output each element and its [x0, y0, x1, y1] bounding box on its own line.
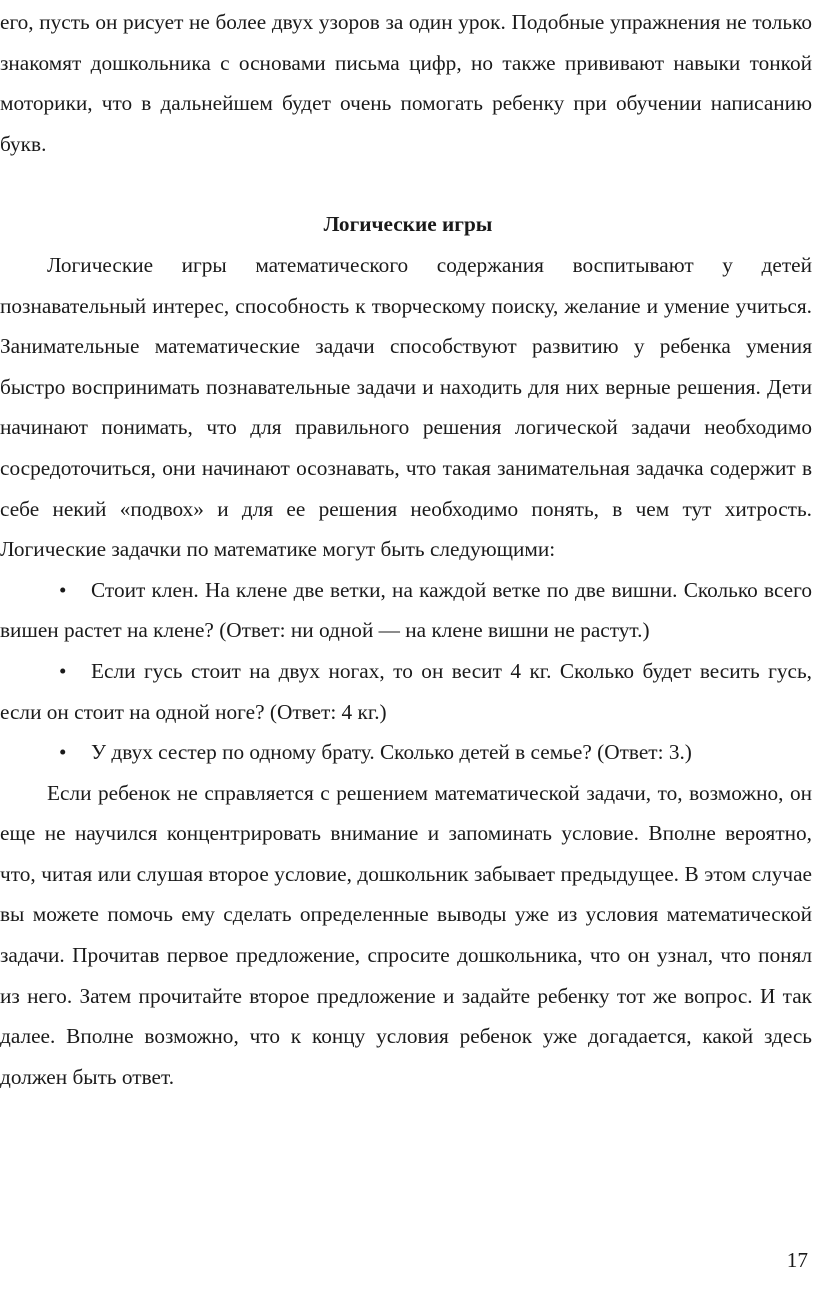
- bullet-item-3: [0, 732, 812, 773]
- section-paragraph-2: Если ребенок не справляется с решением математической задачи, то, возможно, он еще не научился концентрировать внимание и запоминать условие. Вполне вероятно, что, читая или слушая второе условие, дошкольник забывает предыдущее. В этом случае вы можете помочь ему сделать определенные выводы уже из условия математической задачи. Прочитав первое предложение, спросите дошкольника, что он узнал, что понял из него. Затем прочитайте второе предложение и задайте ребенку тот же вопрос. И так далее. Вполне возможно, что к концу условия ребенок уже догадается, какой здесь должен быть ответ.: [0, 780, 812, 1089]
- bullet-icon: •: [59, 658, 67, 683]
- section-heading: Логические игры: [323, 212, 493, 237]
- bullet-item-2: [0, 651, 812, 732]
- bullet-text: У двух сестер по одному брату. Сколько детей в семье? (Ответ: 3.): [91, 740, 692, 765]
- page-number: 17: [786, 1248, 808, 1272]
- bullet-icon: •: [59, 577, 67, 602]
- bullet-text: Стоит клен. На клене две ветки, на каждой ветке по две вишни. Сколько всего вишен растет на клене? (Ответ: ни одной — на клене вишни не растут.): [0, 577, 812, 643]
- bullet-text: Если гусь стоит на двух ногах, то он весит 4 кг. Сколько будет весить гусь, если он стоит на одной ноге? (Ответ: 4 кг.): [0, 658, 812, 724]
- bullet-item-1: [0, 570, 812, 651]
- intro-paragraph: его, пусть он рисует не более двух узоров за один урок. Подобные упражнения не только знакомят дошкольника с основами письма цифр, но также прививают навыки тонкой моторики, что в дальнейшем будет очень помогать ребенку при обучении написанию букв.: [0, 10, 812, 156]
- section-paragraph-1: Логические игры математического содержания воспитывают у детей познавательный интерес, способность к творческому поиску, желание и умение учиться. Занимательные математические задачи способствуют развитию у ребенка умения быстро воспринимать познавательные задачи и находить для них верные решения. Дети начинают понимать, что для правильного решения логической задачи необходимо сосредоточиться, они начинают осознавать, что такая занимательная задачка содержит в себе некий «подвох» и для ее решения необходимо понять, в чем тут хитрость. Логические задачки по математике могут быть следующими:: [0, 252, 812, 562]
- bullet-icon: •: [59, 740, 67, 765]
